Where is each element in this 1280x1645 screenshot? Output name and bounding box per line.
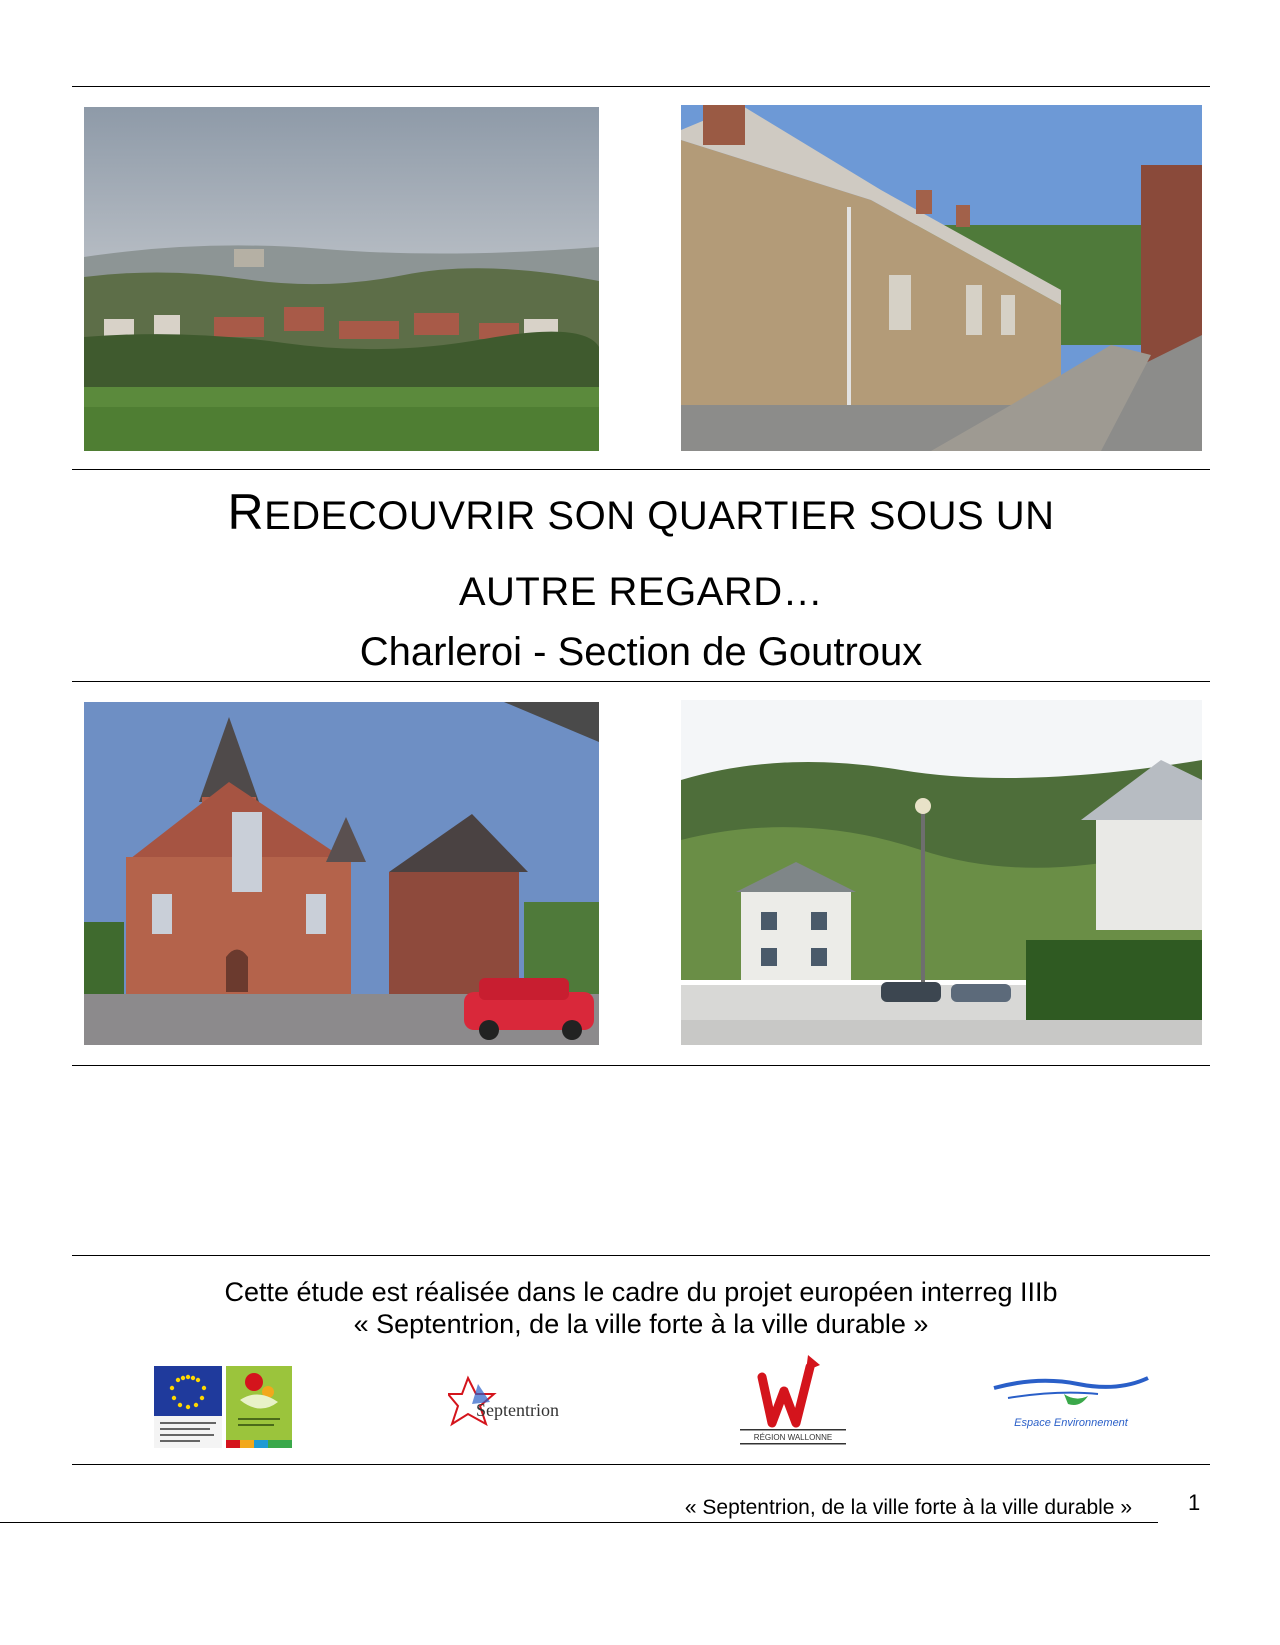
subtitle: Charleroi - Section de Goutroux	[359, 630, 923, 674]
main-title-line2	[74, 572, 1208, 612]
rule-above-credit	[72, 1255, 1210, 1256]
credit-line1: Cette étude est réalisée dans le cadre du projet européen interreg IIIb	[224, 1277, 1058, 1307]
region-wallonne-logo	[738, 1351, 848, 1447]
eu-interreg-logo	[154, 1366, 292, 1448]
rule-below-subtitle	[72, 681, 1210, 682]
main-title	[74, 484, 1208, 540]
brick-church-photo	[84, 702, 599, 1045]
septentrion-wordmark: Septentrion	[476, 1400, 559, 1420]
credit-line2: « Septentrion, de la ville forte à la ville durable »	[353, 1309, 929, 1340]
stone-row-houses-photo	[681, 105, 1202, 451]
top-rule	[72, 86, 1210, 87]
septentrion-logo	[448, 1374, 578, 1440]
rule-above-title	[72, 469, 1210, 470]
project-credit	[74, 1276, 1208, 1341]
page-number: 1	[1188, 1490, 1201, 1515]
title-initial: R	[227, 484, 265, 540]
wallonie-wordmark: RÉGION WALLONNE	[753, 1433, 833, 1442]
street-with-houses-photo	[681, 700, 1202, 1045]
espace-environnement-logo	[988, 1368, 1154, 1434]
village-panorama-photo	[84, 107, 599, 451]
rule-below-photos	[72, 1065, 1210, 1066]
title-line2: AUTRE REGARD…	[458, 570, 824, 614]
footer-project-name: « Septentrion, de la ville forte à la ville durable »	[684, 1496, 1132, 1519]
title-line1: EDECOUVRIR SON QUARTIER SOUS UN	[264, 494, 1055, 538]
footer-rule	[0, 1522, 1158, 1523]
rule-below-logos	[72, 1464, 1210, 1465]
espace-wordmark: Espace Environnement	[1014, 1417, 1128, 1429]
